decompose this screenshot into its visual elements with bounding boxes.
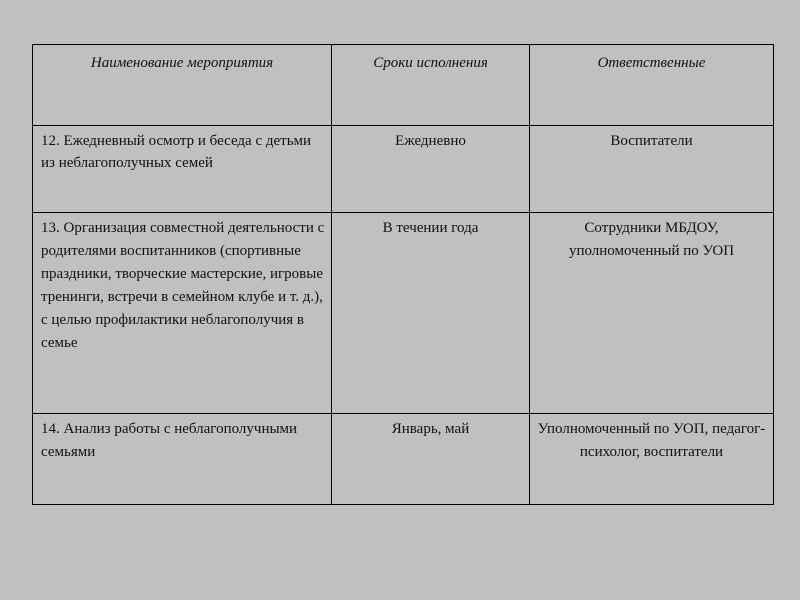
responsible-text: Уполномоченный по УОП, педагог-психолог, воспитатели [537, 421, 766, 460]
deadline-text: Январь, май [391, 421, 470, 437]
table-row [33, 213, 774, 414]
table-header-row [33, 45, 774, 126]
deadline-cell [332, 213, 530, 414]
responsible-cell [530, 213, 774, 414]
activity-text: 12. Ежедневный осмотр и беседа с детьми из неблагополучных семей [41, 133, 312, 171]
activity-text: 14. Анализ работы с неблагополучными семьями [41, 421, 298, 460]
activity-cell [33, 414, 332, 505]
responsible-text: Воспитатели [610, 133, 693, 149]
deadline-text: Ежедневно [395, 133, 466, 149]
deadline-cell [332, 414, 530, 505]
deadline-text: В течении года [382, 220, 479, 236]
table-row [33, 414, 774, 505]
responsible-cell [530, 414, 774, 505]
header-deadline: Сроки исполнения [332, 45, 530, 126]
activities-table [32, 44, 774, 505]
header-activity: Наименование мероприятия [33, 45, 332, 126]
activity-text: 13. Организация совместной деятельности с родителями воспитанников (спортивные праздники, творческие мастерские, игровые тренинги, встречи в семейном клубе и т. д.), с целью профилактики неблагополучия в семье [41, 220, 325, 351]
header-responsible: Ответственные [530, 45, 774, 126]
activity-cell [33, 213, 332, 414]
table-row [33, 126, 774, 213]
deadline-cell [332, 126, 530, 213]
responsible-cell [530, 126, 774, 213]
responsible-text: Сотрудники МБДОУ, уполномоченный по УОП [568, 220, 735, 259]
activity-cell [33, 126, 332, 213]
